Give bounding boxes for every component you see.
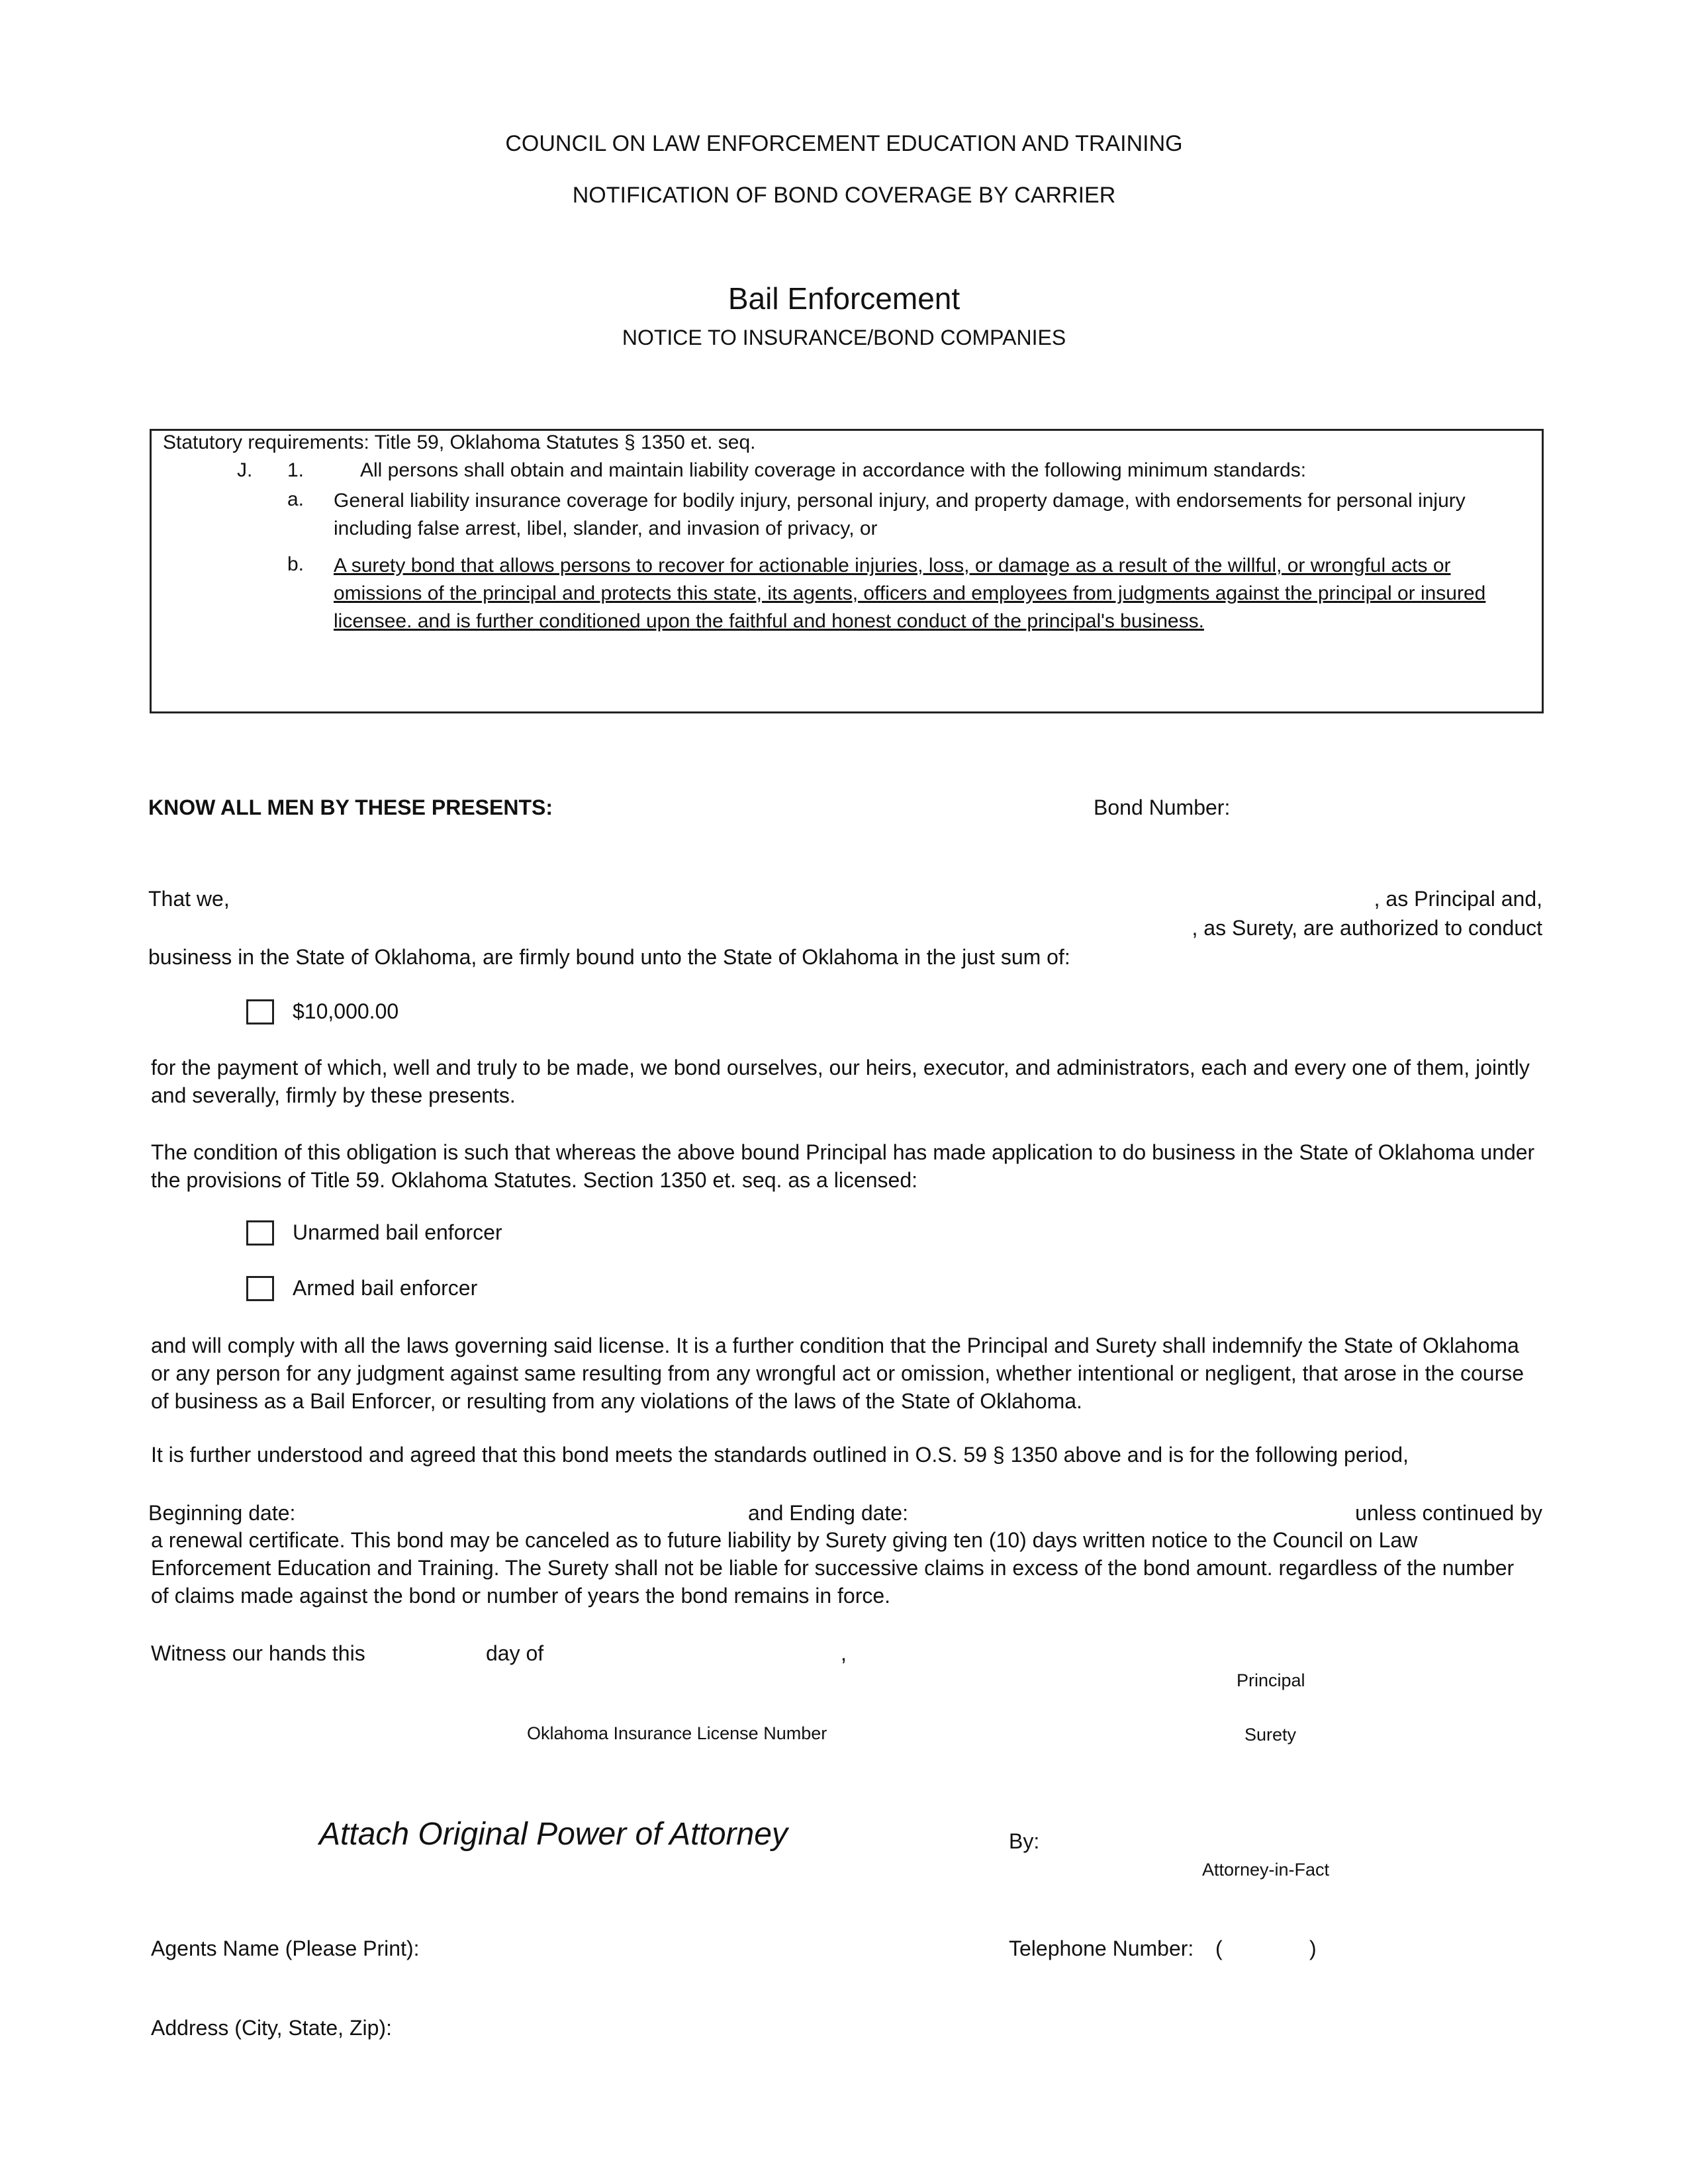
comply-text: and will comply with all the laws governing said license. It is a further condition that the Principal and Surety shall indemnify the State of Oklahoma or any person for any judgment against same resulting from any wrongful act or omission, whether intentional or negligent, that arose in the course of business as a Bail Enforcer, or resulting from any violations of the laws of the State of Oklahoma. bbox=[151, 1334, 1524, 1413]
telephone-paren-open: ( bbox=[1215, 1936, 1223, 1960]
principal-signature-label: Principal bbox=[1237, 1670, 1305, 1690]
header-title: COUNCIL ON LAW ENFORCEMENT EDUCATION AND TRAINING bbox=[505, 131, 1183, 156]
statutory-num-label: 1. bbox=[287, 459, 305, 481]
armed-label: Armed bail enforcer bbox=[293, 1276, 478, 1300]
statutory-a-text: General liability insurance coverage for bodily injury, personal injury, and property damage, with endorsements for personal injury including false arrest, libel, slander, and invasion of privacy, or bbox=[334, 490, 1466, 539]
amount-label: $10,000.00 bbox=[293, 999, 399, 1023]
understood-text: It is further understood and agreed that this bond meets the standards outlined in O.S. 59 § 1350 above and is for the following period, bbox=[151, 1443, 1409, 1467]
bond-number-label: Bond Number: bbox=[1094, 796, 1231, 819]
witness-label: Witness our hands this bbox=[151, 1641, 365, 1665]
license-number-label: Oklahoma Insurance License Number bbox=[527, 1723, 827, 1743]
statutory-heading: Statutory requirements: Title 59, Oklahoma Statutes § 1350 et. seq. bbox=[163, 432, 756, 453]
bound-sum-text: business in the State of Oklahoma, are firmly bound unto the State of Oklahoma in the just sum of: bbox=[148, 945, 1070, 969]
statutory-b-text: A surety bond that allows persons to recover for actionable injuries, loss, or damage as a result of the willful, or wrongful acts or omissions of the principal and protects this state, its agents, officers and employees from judgments against the principal or insured licensee. and is further conditioned upon the faithful and honest conduct of the principal's business. bbox=[334, 555, 1486, 632]
surety-signature-label: Surety bbox=[1244, 1725, 1297, 1745]
form-title: Bail Enforcement bbox=[727, 281, 961, 316]
witness-comma: , bbox=[841, 1641, 847, 1665]
attorney-in-fact-label: Attorney-in-Fact bbox=[1202, 1860, 1330, 1880]
unarmed-label: Unarmed bail enforcer bbox=[293, 1220, 502, 1244]
statutory-b-label: b. bbox=[287, 553, 305, 575]
unarmed-checkbox[interactable] bbox=[246, 1220, 274, 1246]
form-notice: NOTICE TO INSURANCE/BOND COMPANIES bbox=[622, 326, 1066, 349]
amount-checkbox[interactable] bbox=[246, 999, 274, 1024]
as-principal-label: , as Principal and, bbox=[1374, 887, 1542, 911]
renewal-text: a renewal certificate. This bond may be canceled as to future liability by Surety giving ten (10) days written notice to the Council on Law Enforcement Education and Training. The Surety shall not be liable for successive claims in excess of the bond amount. regardless of the number of claims made against the bond or number of years the bond remains in force. bbox=[151, 1528, 1515, 1608]
statutory-a-label: a. bbox=[287, 488, 305, 510]
beginning-date-label: Beginning date: bbox=[148, 1501, 296, 1525]
by-label: By: bbox=[1009, 1829, 1040, 1853]
unless-continued-label: unless continued by bbox=[1355, 1501, 1542, 1525]
address-label: Address (City, State, Zip): bbox=[151, 2016, 392, 2040]
agent-name-label: Agents Name (Please Print): bbox=[151, 1936, 420, 1960]
day-of-label: day of bbox=[486, 1641, 544, 1665]
statutory-j-label: J. bbox=[237, 459, 253, 481]
telephone-label: Telephone Number: bbox=[1009, 1936, 1194, 1960]
armed-checkbox[interactable] bbox=[246, 1276, 274, 1301]
header-subtitle: NOTIFICATION OF BOND COVERAGE BY CARRIER bbox=[572, 183, 1116, 208]
presents-heading: KNOW ALL MEN BY THESE PRESENTS: bbox=[148, 796, 553, 819]
statutory-item1: All persons shall obtain and maintain liability coverage in accordance with the following minimum standards: bbox=[360, 459, 1307, 481]
payment-text: for the payment of which, well and truly to be made, we bond ourselves, our heirs, executor, and administrators, each and every one of them, jointly and severally, firmly by these presents. bbox=[151, 1056, 1530, 1107]
ending-date-label: and Ending date: bbox=[748, 1501, 908, 1525]
that-we-label: That we, bbox=[148, 887, 230, 911]
telephone-paren-close: ) bbox=[1309, 1936, 1317, 1960]
condition-text: The condition of this obligation is such that whereas the above bound Principal has made application to do business in the State of Oklahoma under the provisions of Title 59. Oklahoma Statutes. Section 1350 et. seq. as a licensed: bbox=[151, 1140, 1535, 1192]
attach-power-of-attorney: Attach Original Power of Attorney bbox=[319, 1817, 788, 1852]
as-surety-label: , as Surety, are authorized to conduct bbox=[1192, 916, 1542, 940]
